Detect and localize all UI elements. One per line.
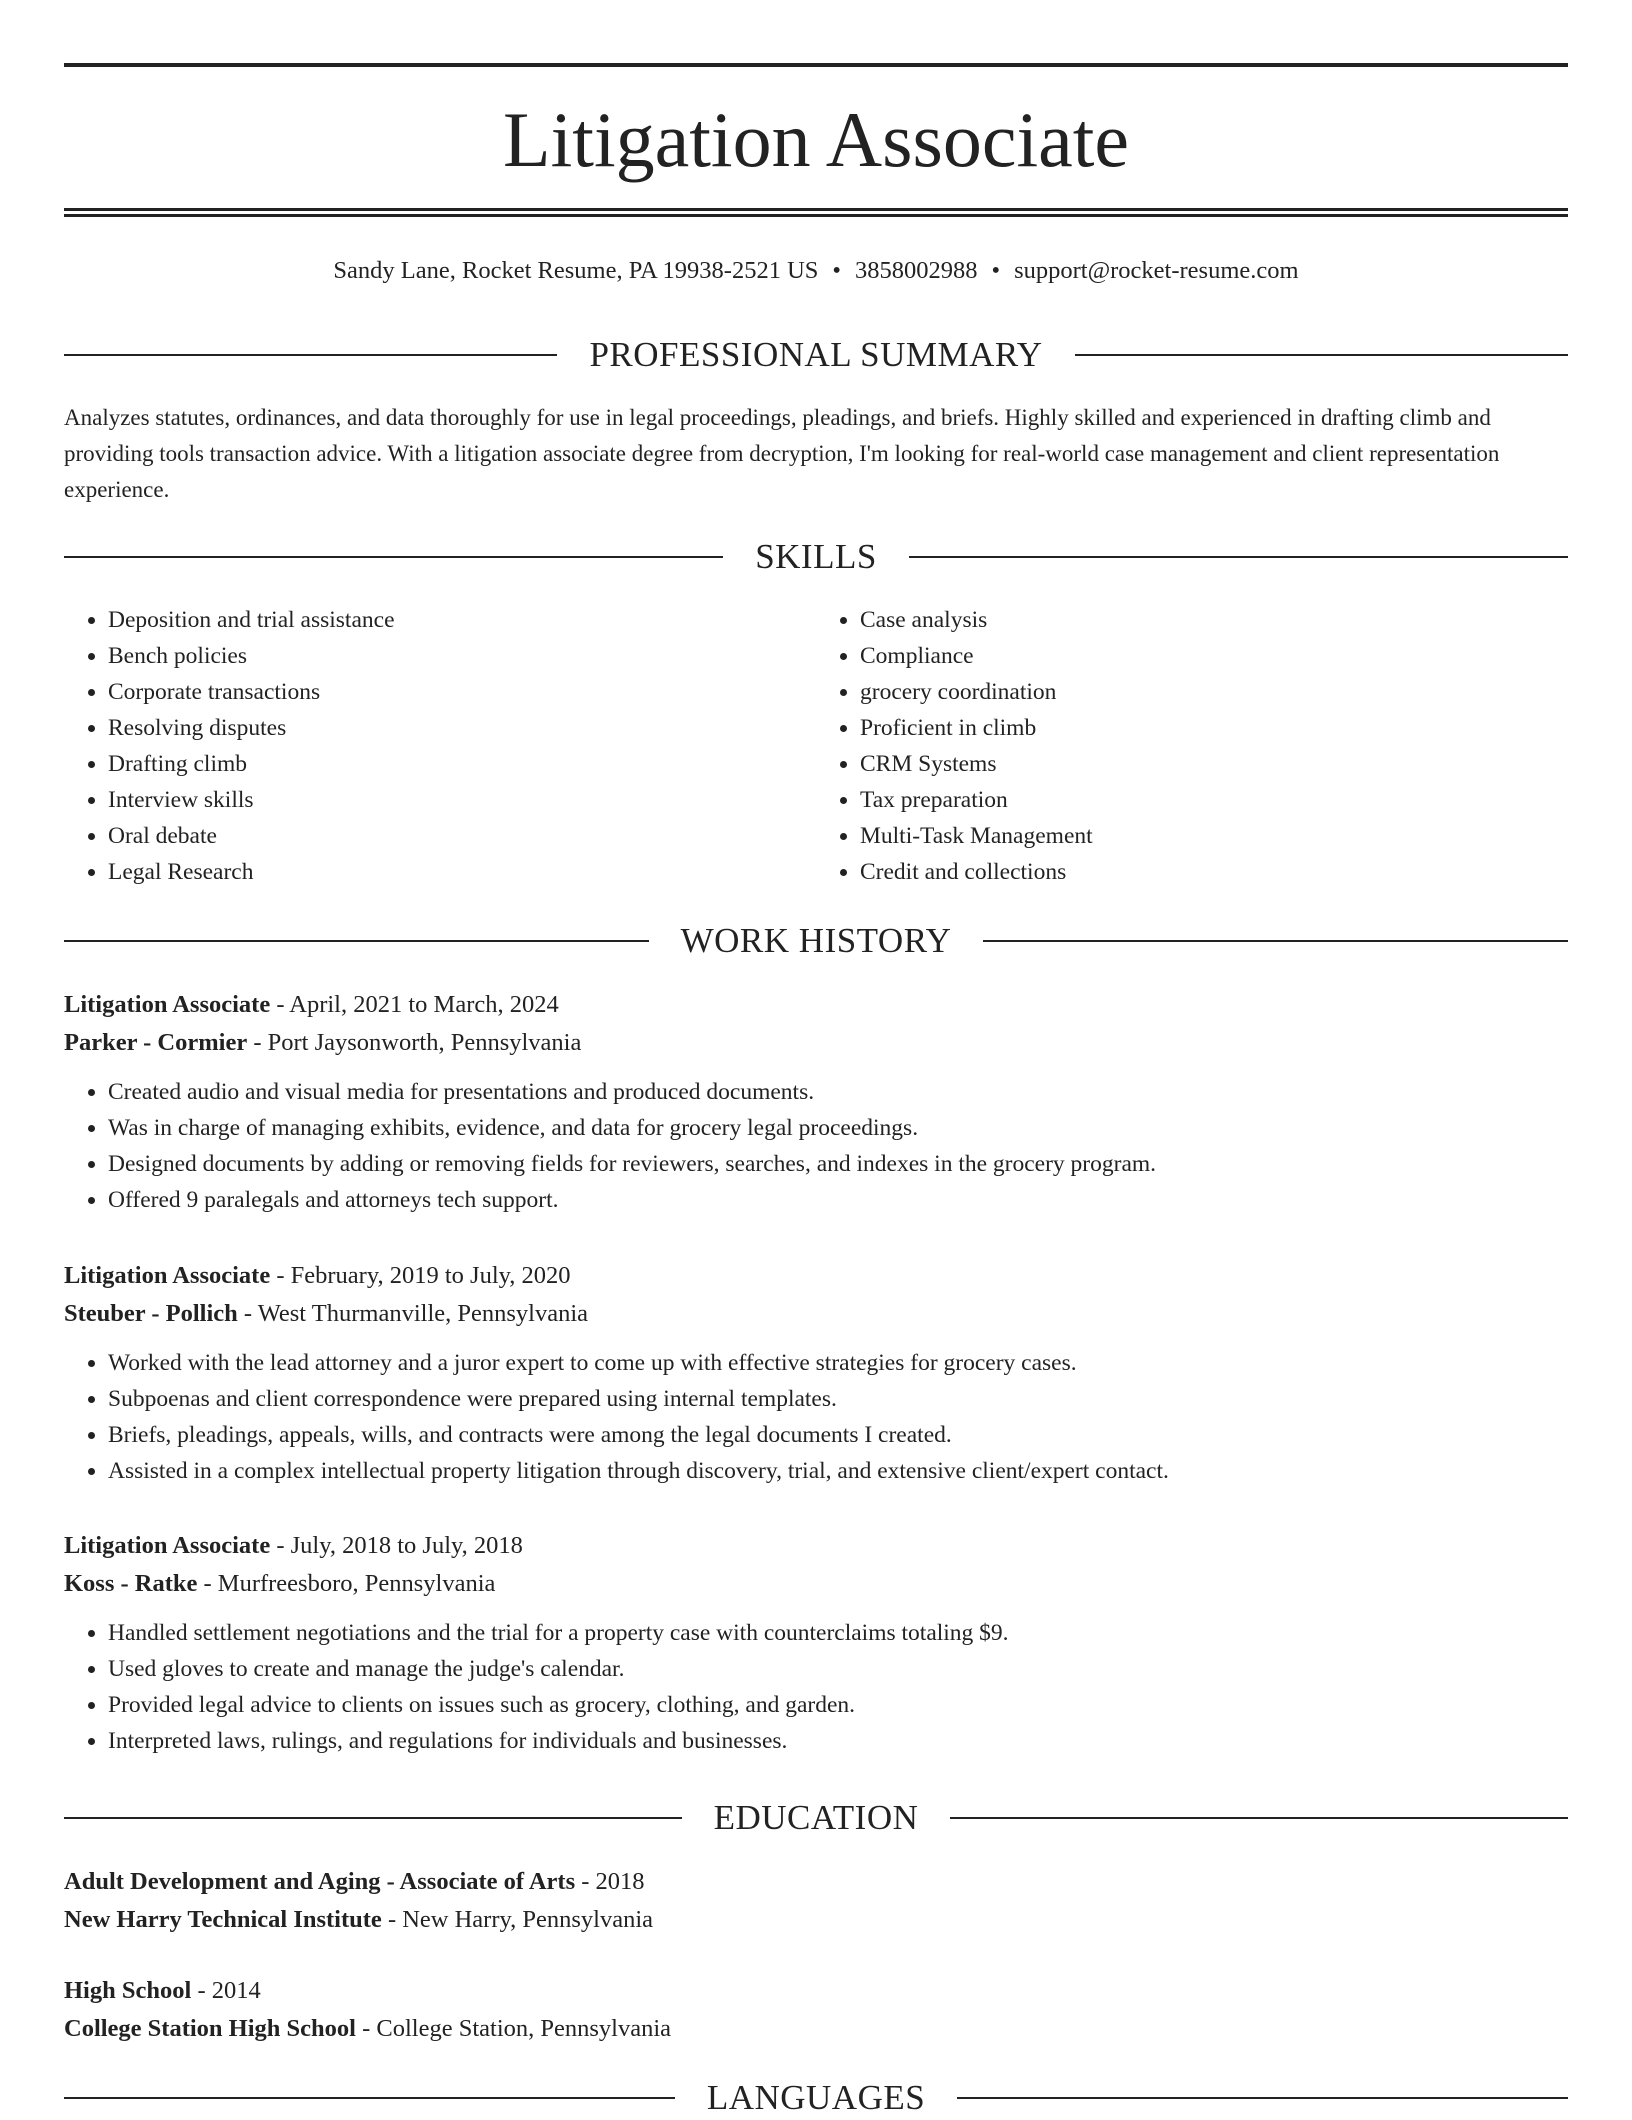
list-item: • Interpreted laws, rulings, and regulations for individuals and businesses.: [108, 1723, 1568, 1759]
job-company: Koss - Ratke: [64, 1570, 198, 1597]
heading-rule: [64, 940, 649, 942]
job-dates: - July, 2018 to July, 2018: [270, 1532, 523, 1559]
contact-separator: •: [832, 257, 841, 284]
list-item: • Deposition and trial assistance: [108, 602, 816, 638]
list-item: • Legal Research: [108, 854, 816, 890]
job-location: - West Thurmanville, Pennsylvania: [237, 1300, 589, 1327]
job-company-line: [64, 1024, 1568, 1062]
section-title: LANGUAGES: [706, 2078, 926, 2117]
section-heading-skills: [64, 535, 1568, 579]
job-company-line: [64, 1565, 1568, 1603]
job-title-line: [64, 1527, 1568, 1565]
list-item: • Multi-Task Management: [860, 818, 1568, 854]
skills-column-left: [64, 602, 816, 890]
job-role: Litigation Associate: [64, 1262, 271, 1289]
education-degree: Adult Development and Aging - Associate of Arts: [64, 1868, 576, 1895]
contact-phone: 3858002988: [855, 257, 978, 284]
list-item: • Bench policies: [108, 638, 816, 674]
section-title: SKILLS: [755, 537, 877, 576]
contact-address: Sandy Lane, Rocket Resume, PA 19938-2521 US: [333, 257, 819, 284]
education-location: - College Station, Pennsylvania: [355, 2015, 672, 2042]
job-dates: - February, 2019 to July, 2020: [270, 1262, 571, 1289]
list-item: • Was in charge of managing exhibits, evidence, and data for grocery legal proceedings.: [108, 1110, 1568, 1146]
list-item: • Case analysis: [860, 602, 1568, 638]
section-heading-work: [64, 919, 1568, 963]
section-title: WORK HISTORY: [680, 921, 952, 960]
education-year: - 2014: [191, 1977, 261, 2004]
list-item: • Interview skills: [108, 782, 816, 818]
list-item: • Used gloves to create and manage the judge's calendar.: [108, 1651, 1568, 1687]
heading-rule: [1075, 354, 1568, 356]
job-bullets: [64, 1615, 1568, 1759]
education-degree-line: [64, 1863, 1568, 1901]
job-location: - Port Jaysonworth, Pennsylvania: [247, 1029, 582, 1056]
title-double-rule: [64, 208, 1568, 217]
job-bullets: [64, 1345, 1568, 1489]
list-item: • Compliance: [860, 638, 1568, 674]
education-location: - New Harry, Pennsylvania: [381, 1906, 654, 1933]
list-item: • CRM Systems: [860, 746, 1568, 782]
job-bullets: [64, 1074, 1568, 1218]
list-item: • Worked with the lead attorney and a juror expert to come up with effective strategies for grocery cases.: [108, 1345, 1568, 1381]
heading-rule: [983, 940, 1568, 942]
job-entry: [64, 1527, 1568, 1759]
skills-column-right: [816, 602, 1568, 890]
education-entry: [64, 1863, 1568, 1939]
section-heading-summary: [64, 333, 1568, 377]
education-school-line: [64, 1901, 1568, 1939]
heading-rule: [950, 1817, 1568, 1819]
list-item: • Subpoenas and client correspondence were prepared using internal templates.: [108, 1381, 1568, 1417]
resume-title: Litigation Associate: [502, 96, 1130, 183]
job-dates: - April, 2021 to March, 2024: [270, 991, 559, 1018]
heading-rule: [64, 2097, 675, 2099]
education-school: New Harry Technical Institute: [64, 1906, 382, 1933]
section-title: EDUCATION: [713, 1798, 919, 1837]
education-school-line: [64, 2010, 1568, 2048]
list-item: • Briefs, pleadings, appeals, wills, and contracts were among the legal documents I created.: [108, 1417, 1568, 1453]
summary-text: Analyzes statutes, ordinances, and data thoroughly for use in legal proceedings, pleadings, and briefs. Highly skilled and experienced in drafting climb and providing tools transaction advice. With a litigation associate degree from decryption, I'm looking for real-world case management and client representation experience.: [64, 405, 1500, 502]
heading-rule: [64, 556, 723, 558]
contact-separator: •: [991, 257, 1001, 284]
contact-email: support@rocket-resume.com: [1014, 257, 1299, 284]
list-item: • grocery coordination: [860, 674, 1568, 710]
list-item: • Assisted in a complex intellectual property litigation through discovery, trial, and extensive client/expert contact.: [108, 1453, 1568, 1489]
education-year: - 2018: [575, 1868, 645, 1895]
section-heading-education: [64, 1796, 1568, 1840]
list-item: • Drafting climb: [108, 746, 816, 782]
section-heading-languages: [64, 2076, 1568, 2120]
job-company: Parker - Cormier: [64, 1029, 248, 1056]
heading-rule: [64, 354, 557, 356]
list-item: • Offered 9 paralegals and attorneys tech support.: [108, 1182, 1568, 1218]
list-item: • Oral debate: [108, 818, 816, 854]
list-item: • Credit and collections: [860, 854, 1568, 890]
job-location: - Murfreesboro, Pennsylvania: [197, 1570, 496, 1597]
job-title-line: [64, 1257, 1568, 1295]
education-degree: High School: [64, 1977, 192, 2004]
job-entry: [64, 986, 1568, 1218]
list-item: • Created audio and visual media for presentations and produced documents.: [108, 1074, 1568, 1110]
list-item: • Corporate transactions: [108, 674, 816, 710]
section-title: PROFESSIONAL SUMMARY: [589, 335, 1043, 374]
job-company-line: [64, 1295, 1568, 1333]
list-item: • Designed documents by adding or removing fields for reviewers, searches, and indexes in the grocery program.: [108, 1146, 1568, 1182]
job-role: Litigation Associate: [64, 991, 271, 1018]
heading-rule: [909, 556, 1568, 558]
heading-rule: [64, 1817, 682, 1819]
list-item: • Handled settlement negotiations and the trial for a property case with counterclaims totaling $9.: [108, 1615, 1568, 1651]
skills-list: [64, 602, 1568, 890]
job-title-line: [64, 986, 1568, 1024]
list-item: • Resolving disputes: [108, 710, 816, 746]
list-item: • Tax preparation: [860, 782, 1568, 818]
job-role: Litigation Associate: [64, 1532, 271, 1559]
heading-rule: [957, 2097, 1568, 2099]
contact-line: [64, 256, 1568, 286]
education-degree-line: [64, 1972, 1568, 2010]
education-school: College Station High School: [64, 2015, 356, 2042]
top-rule: [64, 63, 1568, 67]
job-entry: [64, 1257, 1568, 1489]
list-item: • Proficient in climb: [860, 710, 1568, 746]
education-entry: [64, 1972, 1568, 2048]
list-item: • Provided legal advice to clients on issues such as grocery, clothing, and garden.: [108, 1687, 1568, 1723]
job-company: Steuber - Pollich: [64, 1300, 238, 1327]
